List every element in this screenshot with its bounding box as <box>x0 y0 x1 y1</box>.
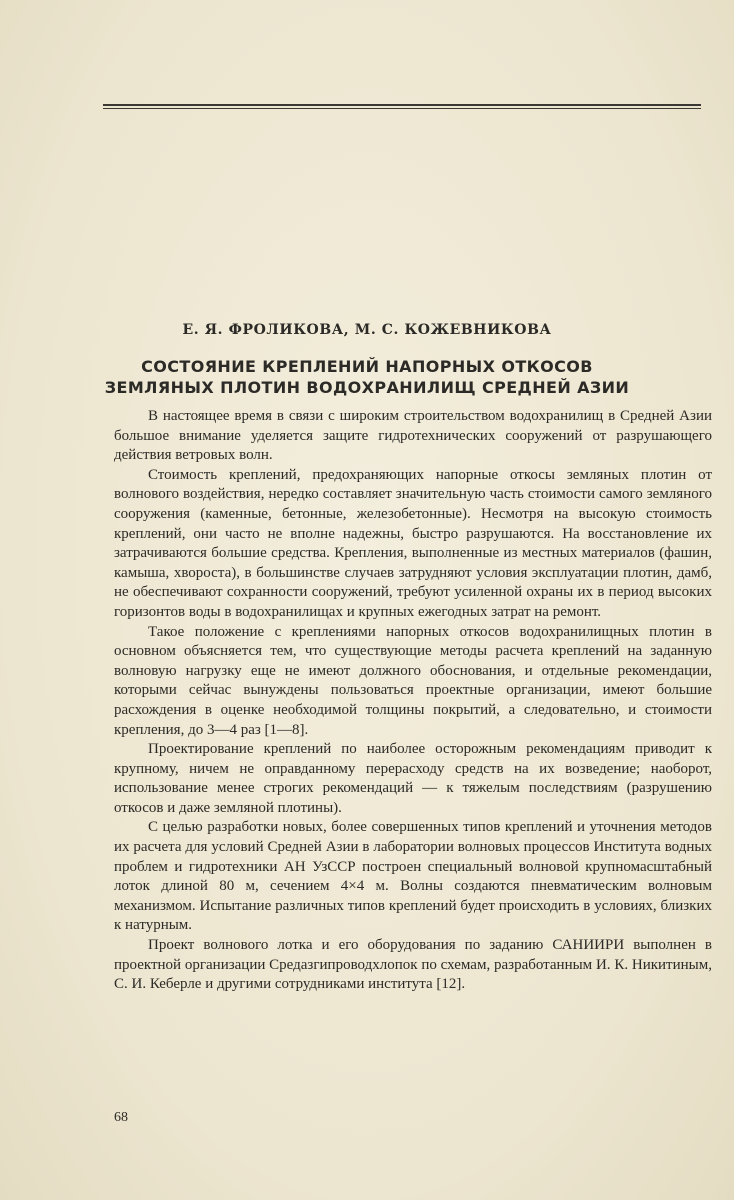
paragraph: Стоимость креплений, предохраняющих напорные откосы земляных плотин от волнового воздействия, нередко составляет значительную часть стоимости самого земляного сооружения (каменные, бетонные, железобетонные). Несмотря на высокую стоимость креплений, они часто не вполне надежны, быстро разрушаются. На восстановление их затрачиваются большие средства. Крепления, выполненные из местных материалов (фашин, камыша, хвороста), в большинстве случаев затрудняют условия эксплуатации плотин, дамб, не обеспечивают сохранности сооружений, требуют усиленной охраны их в период высоких горизонтов воды в водохранилищах и крупных ежегодных затрат на ремонт. <box>114 466 712 620</box>
article-title <box>0 356 734 398</box>
header-rule-thin <box>103 108 701 109</box>
title-line-1: СОСТОЯНИЕ КРЕПЛЕНИЙ НАПОРНЫХ ОТКОСОВ <box>141 357 593 376</box>
paragraph: Проект волнового лотка и его оборудования по заданию САНИИРИ выполнен в проектной организации Средазгипроводхлопок по схемам, разработанным И. К. Никитиным, С. И. Кеберле и другими сотрудниками института [12]. <box>114 937 712 993</box>
paragraph: Такое положение с креплениями напорных откосов водохранилищных плотин в основном объясняется тем, что существующие методы расчета креплений на заданную волновую нагрузку еще не имеют должного обоснования, и отдельные рекомендации, которыми сейчас вынуждены пользоваться проектные организации, имеют большие расхождения в оценке необходимой толщины покрытий, а следовательно, и стоимости крепления, до 3—4 раз [1—8]. <box>114 623 712 738</box>
paragraph: Проектирование креплений по наиболее осторожным рекомендациям приводит к крупному, ничем не оправданному перерасходу средств на их возведение; наоборот, использование менее строгих рекомендаций — к тяжелым последствиям (разрушению откосов и даже земляной плотины). <box>114 741 712 816</box>
article-body <box>114 407 712 995</box>
article-authors: Е. Я. ФРОЛИКОВА, М. С. КОЖЕВНИКОВА <box>182 322 552 338</box>
page-number: 68 <box>114 1110 128 1125</box>
header-rule-thick <box>103 104 701 106</box>
paragraph: С целью разработки новых, более совершенных типов креплений и уточнения методов их расчета для условий Средней Азии в лаборатории волновых процессов Института водных проблем и гидротехники АН УзССР построен специальный волновой крупномасштабный лоток длиной 80 м, сечением 4×4 м. Волны создаются пневматическим волновым механизмом. Испытание различных типов креплений будет происходить в условиях, близких к натурным. <box>114 819 712 934</box>
paragraph: В настоящее время в связи с широким строительством водохранилищ в Средней Азии большое внимание уделяется защите гидротехнических сооружений от разрушающего действия ветровых волн. <box>114 408 712 464</box>
title-line-2: ЗЕМЛЯНЫХ ПЛОТИН ВОДОХРАНИЛИЩ СРЕДНЕЙ АЗИИ <box>104 378 630 397</box>
